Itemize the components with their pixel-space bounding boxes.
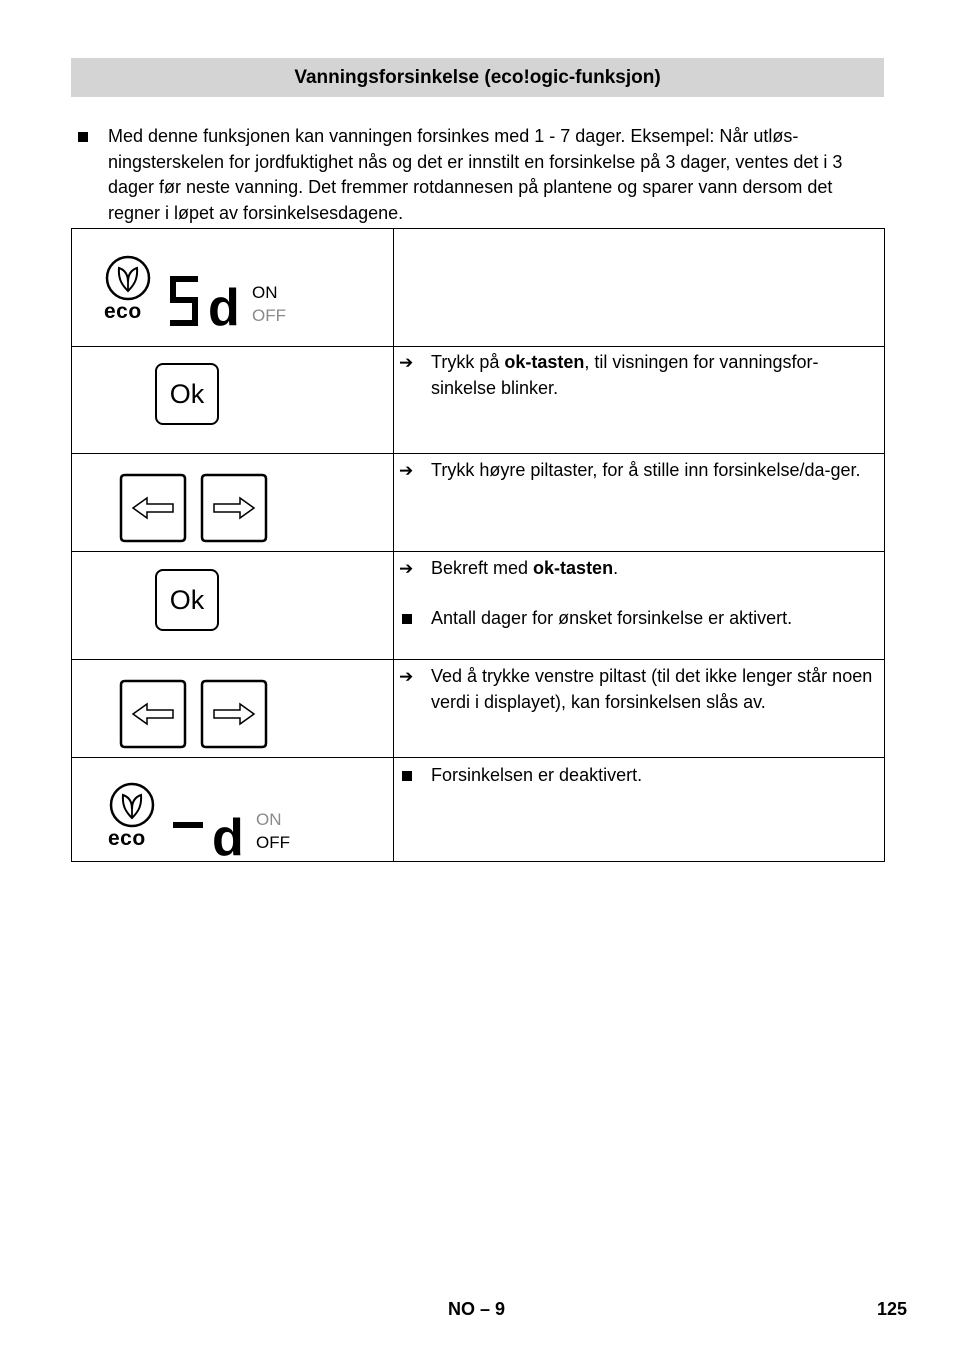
table-row [72, 229, 885, 347]
right-arrow-key [200, 679, 270, 751]
ok-key-cell [72, 347, 394, 454]
on-label: ON [256, 810, 282, 829]
arrow-keys-cell [72, 660, 394, 758]
off-label: OFF [256, 833, 290, 852]
result-note: Forsinkelsen er deaktivert. [431, 765, 643, 785]
arrow-keys-cell [72, 454, 394, 552]
step-cell [394, 347, 885, 454]
ok-key: Ok [155, 569, 219, 631]
eco-label: eco [104, 300, 142, 323]
dash-segment [173, 822, 203, 828]
table-row [72, 552, 885, 660]
leaf-icon [105, 255, 151, 301]
step-text-post: , til visningen for vanningsfor-sinkelse blinker. [431, 352, 819, 398]
step-cell [394, 758, 885, 862]
square-bullet-icon [402, 614, 412, 624]
day-unit-label: d [208, 279, 240, 337]
ok-key-cell [72, 552, 394, 660]
seven-segment-digit [166, 273, 202, 329]
arrow-right-icon: ➔ [399, 461, 414, 480]
step-text: Ved å trykke venstre piltast (til det ikke lenger står noen verdi i displayet), kan forsinkelsen slås av. [431, 666, 873, 712]
table-row [72, 660, 885, 758]
leaf-icon [109, 782, 155, 828]
arrow-right-icon: ➔ [399, 559, 414, 578]
left-arrow-key [119, 473, 189, 545]
arrow-right-icon: ➔ [399, 353, 414, 372]
intro-text: Med denne funksjonen kan vanningen forsinkes med 1 - 7 dager. Eksempel: Når utløs-ningsterskelen for jordfuktighet nås og det er innstilt en forsinkelse på 3 dager, ventes det i 3 dager før neste vanning. Det fremmer rotdannesen på plantene og sparer vann dersom det regner i løpet av forsinkelsesdagene. [108, 126, 843, 223]
intro-paragraph [78, 124, 886, 226]
result-note: Antall dager for ønsket forsinkelse er aktivert. [431, 607, 793, 628]
square-bullet-icon [402, 771, 412, 781]
table-row [72, 758, 885, 862]
display-cell [72, 758, 394, 867]
instruction-table [71, 228, 885, 867]
footer-section-label: NO – 9 [448, 1299, 506, 1319]
on-off-indicator [256, 808, 290, 854]
ok-key: Ok [155, 363, 219, 425]
right-arrow-key [200, 473, 270, 545]
step-text-post: . [613, 558, 619, 578]
step-cell [394, 454, 885, 552]
square-bullet-icon [78, 132, 88, 142]
step-text: Trykk høyre piltaster, for å stille inn forsinkelse/da-ger. [431, 460, 861, 480]
on-off-indicator [252, 281, 286, 327]
left-arrow-key [119, 679, 189, 751]
step-text-bold: ok-tasten [533, 558, 614, 578]
eco-label: eco [108, 827, 146, 850]
step-cell [394, 552, 885, 660]
step-text-pre: Bekreft med [431, 558, 534, 578]
page-number: 125 [877, 1299, 908, 1319]
display-cell [72, 229, 394, 347]
day-unit-label: d [212, 809, 244, 867]
table-row [72, 454, 885, 552]
arrow-right-icon: ➔ [399, 667, 414, 686]
on-label: ON [252, 283, 278, 302]
empty-cell [394, 229, 885, 347]
off-label: OFF [252, 306, 286, 325]
step-text-bold: ok-tasten [504, 352, 585, 372]
step-text-pre: Trykk på [431, 352, 505, 372]
table-row [72, 347, 885, 454]
step-cell [394, 660, 885, 758]
section-title: Vanningsforsinkelse (eco!ogic-funksjon) [71, 58, 884, 97]
